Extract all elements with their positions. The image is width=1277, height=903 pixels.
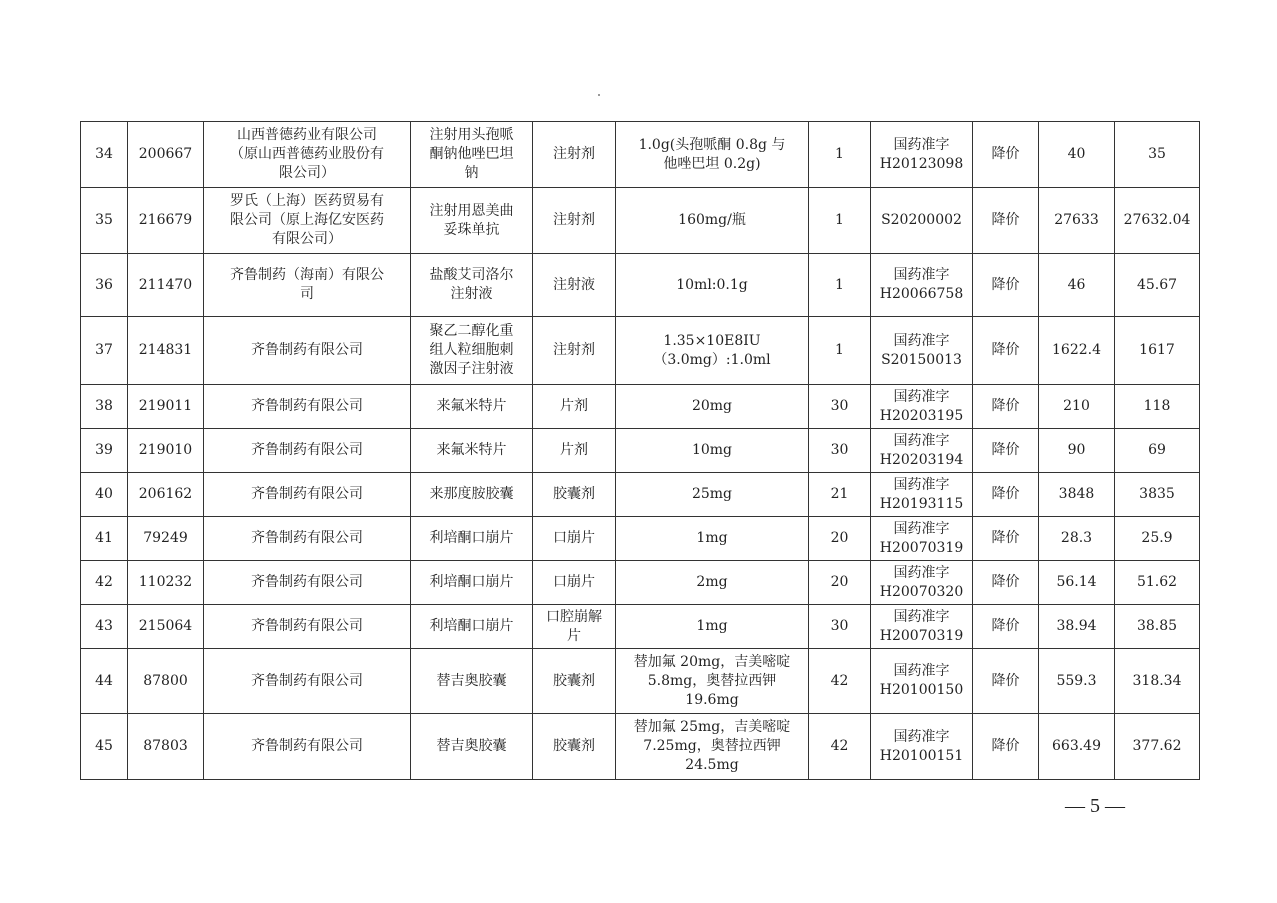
approval-number-cell: 国药准字 H20100151 [871,714,973,780]
company-name-cell: 齐鲁制药有限公司 [204,473,411,517]
adjustment-type-cell: 降价 [973,122,1039,188]
drug-name-cell: 利培酮口崩片 [411,517,533,561]
dosage-form-cell: 口崩片 [533,517,616,561]
approval-number-cell: 国药准字 H20193115 [871,473,973,517]
row-number-cell: 45 [81,714,128,780]
table-row [81,385,1200,429]
table-row [81,254,1200,317]
company-name-cell: 罗氏（上海）医药贸易有 限公司（原上海亿安医药 有限公司） [204,188,411,254]
approval-number-cell: 国药准字 H20070319 [871,605,973,649]
product-code-cell: 87800 [128,649,204,714]
table-row [81,517,1200,561]
adjustment-type-cell: 降价 [973,714,1039,780]
original-price-cell: 56.14 [1039,561,1115,605]
package-quantity-cell: 20 [809,517,871,561]
company-name-cell: 齐鲁制药（海南）有限公 司 [204,254,411,317]
company-name-cell: 齐鲁制药有限公司 [204,517,411,561]
new-price-cell: 51.62 [1115,561,1200,605]
company-name-cell: 山西普德药业有限公司 （原山西普德药业股份有 限公司） [204,122,411,188]
package-quantity-cell: 1 [809,317,871,385]
adjustment-type-cell: 降价 [973,254,1039,317]
dosage-form-cell: 片剂 [533,429,616,473]
new-price-cell: 45.67 [1115,254,1200,317]
adjustment-type-cell: 降价 [973,561,1039,605]
drug-name-cell: 来氟米特片 [411,385,533,429]
row-number-cell: 44 [81,649,128,714]
dosage-form-cell: 口崩片 [533,561,616,605]
adjustment-type-cell: 降价 [973,188,1039,254]
drug-name-cell: 来氟米特片 [411,429,533,473]
dosage-form-cell: 口腔崩解 片 [533,605,616,649]
product-code-cell: 200667 [128,122,204,188]
product-code-cell: 219010 [128,429,204,473]
page-number: — 5 — [1065,795,1125,817]
row-number-cell: 42 [81,561,128,605]
product-code-cell: 211470 [128,254,204,317]
product-code-cell: 214831 [128,317,204,385]
package-quantity-cell: 1 [809,188,871,254]
original-price-cell: 38.94 [1039,605,1115,649]
specification-cell: 25mg [616,473,809,517]
approval-number-cell: 国药准字 H20070320 [871,561,973,605]
new-price-cell: 27632.04 [1115,188,1200,254]
package-quantity-cell: 30 [809,429,871,473]
specification-cell: 1mg [616,517,809,561]
scan-speck [598,94,600,96]
specification-cell: 替加氟 20mg，吉美嘧啶 5.8mg，奥替拉西钾 19.6mg [616,649,809,714]
table-row [81,317,1200,385]
original-price-cell: 3848 [1039,473,1115,517]
adjustment-type-cell: 降价 [973,473,1039,517]
drug-name-cell: 替吉奥胶囊 [411,714,533,780]
new-price-cell: 318.34 [1115,649,1200,714]
row-number-cell: 34 [81,122,128,188]
new-price-cell: 38.85 [1115,605,1200,649]
original-price-cell: 46 [1039,254,1115,317]
package-quantity-cell: 30 [809,605,871,649]
approval-number-cell: 国药准字 H20100150 [871,649,973,714]
new-price-cell: 35 [1115,122,1200,188]
product-code-cell: 79249 [128,517,204,561]
company-name-cell: 齐鲁制药有限公司 [204,317,411,385]
approval-number-cell: 国药准字 H20066758 [871,254,973,317]
drug-name-cell: 盐酸艾司洛尔 注射液 [411,254,533,317]
package-quantity-cell: 20 [809,561,871,605]
specification-cell: 2mg [616,561,809,605]
drug-price-table [80,121,1200,780]
approval-number-cell: 国药准字 H20123098 [871,122,973,188]
new-price-cell: 3835 [1115,473,1200,517]
drug-name-cell: 来那度胺胶囊 [411,473,533,517]
new-price-cell: 69 [1115,429,1200,473]
row-number-cell: 36 [81,254,128,317]
adjustment-type-cell: 降价 [973,649,1039,714]
row-number-cell: 41 [81,517,128,561]
package-quantity-cell: 42 [809,714,871,780]
table-row [81,188,1200,254]
original-price-cell: 663.49 [1039,714,1115,780]
drug-name-cell: 利培酮口崩片 [411,605,533,649]
adjustment-type-cell: 降价 [973,605,1039,649]
dosage-form-cell: 片剂 [533,385,616,429]
package-quantity-cell: 42 [809,649,871,714]
dosage-form-cell: 胶囊剂 [533,649,616,714]
company-name-cell: 齐鲁制药有限公司 [204,605,411,649]
row-number-cell: 38 [81,385,128,429]
adjustment-type-cell: 降价 [973,429,1039,473]
specification-cell: 160mg/瓶 [616,188,809,254]
row-number-cell: 39 [81,429,128,473]
original-price-cell: 1622.4 [1039,317,1115,385]
package-quantity-cell: 1 [809,122,871,188]
new-price-cell: 1617 [1115,317,1200,385]
original-price-cell: 40 [1039,122,1115,188]
new-price-cell: 118 [1115,385,1200,429]
package-quantity-cell: 30 [809,385,871,429]
dosage-form-cell: 注射液 [533,254,616,317]
approval-number-cell: S20200002 [871,188,973,254]
specification-cell: 1.0g(头孢哌酮 0.8g 与 他唑巴坦 0.2g) [616,122,809,188]
adjustment-type-cell: 降价 [973,517,1039,561]
product-code-cell: 87803 [128,714,204,780]
adjustment-type-cell: 降价 [973,385,1039,429]
company-name-cell: 齐鲁制药有限公司 [204,429,411,473]
dosage-form-cell: 注射剂 [533,317,616,385]
row-number-cell: 35 [81,188,128,254]
table-row [81,561,1200,605]
dosage-form-cell: 胶囊剂 [533,714,616,780]
approval-number-cell: 国药准字 H20203194 [871,429,973,473]
product-code-cell: 219011 [128,385,204,429]
company-name-cell: 齐鲁制药有限公司 [204,714,411,780]
drug-name-cell: 注射用头孢哌 酮钠他唑巴坦 钠 [411,122,533,188]
approval-number-cell: 国药准字 S20150013 [871,317,973,385]
specification-cell: 10mg [616,429,809,473]
product-code-cell: 216679 [128,188,204,254]
table-row [81,605,1200,649]
specification-cell: 20mg [616,385,809,429]
specification-cell: 1mg [616,605,809,649]
table-row [81,473,1200,517]
table-row [81,649,1200,714]
new-price-cell: 377.62 [1115,714,1200,780]
drug-name-cell: 利培酮口崩片 [411,561,533,605]
dosage-form-cell: 注射剂 [533,188,616,254]
company-name-cell: 齐鲁制药有限公司 [204,649,411,714]
specification-cell: 1.35×10E8IU （3.0mg）:1.0ml [616,317,809,385]
original-price-cell: 90 [1039,429,1115,473]
dosage-form-cell: 注射剂 [533,122,616,188]
product-code-cell: 206162 [128,473,204,517]
original-price-cell: 27633 [1039,188,1115,254]
approval-number-cell: 国药准字 H20070319 [871,517,973,561]
row-number-cell: 37 [81,317,128,385]
company-name-cell: 齐鲁制药有限公司 [204,561,411,605]
new-price-cell: 25.9 [1115,517,1200,561]
dosage-form-cell: 胶囊剂 [533,473,616,517]
table-row [81,122,1200,188]
table-row [81,714,1200,780]
drug-name-cell: 注射用恩美曲 妥珠单抗 [411,188,533,254]
specification-cell: 替加氟 25mg，吉美嘧啶 7.25mg，奥替拉西钾 24.5mg [616,714,809,780]
row-number-cell: 40 [81,473,128,517]
original-price-cell: 559.3 [1039,649,1115,714]
original-price-cell: 210 [1039,385,1115,429]
drug-name-cell: 聚乙二醇化重 组人粒细胞刺 激因子注射液 [411,317,533,385]
product-code-cell: 110232 [128,561,204,605]
adjustment-type-cell: 降价 [973,317,1039,385]
product-code-cell: 215064 [128,605,204,649]
table-row [81,429,1200,473]
original-price-cell: 28.3 [1039,517,1115,561]
specification-cell: 10ml:0.1g [616,254,809,317]
package-quantity-cell: 21 [809,473,871,517]
package-quantity-cell: 1 [809,254,871,317]
approval-number-cell: 国药准字 H20203195 [871,385,973,429]
row-number-cell: 43 [81,605,128,649]
company-name-cell: 齐鲁制药有限公司 [204,385,411,429]
drug-name-cell: 替吉奥胶囊 [411,649,533,714]
